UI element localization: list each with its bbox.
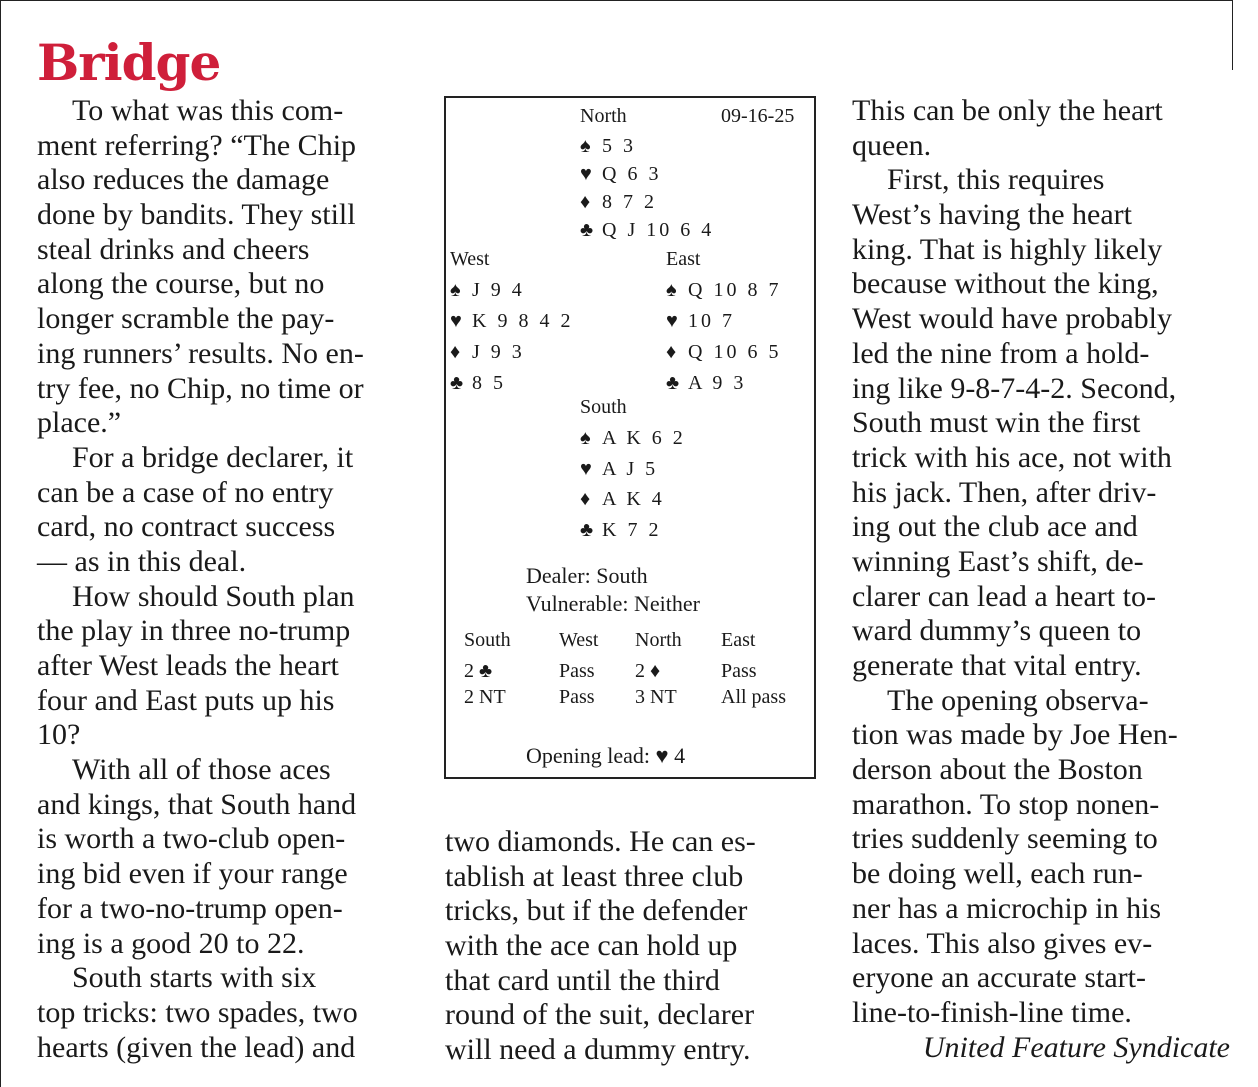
text-line: done by bandits. They still [37, 198, 356, 232]
text-line: The opening observa- [887, 683, 1149, 717]
text-line: eryone an accurate start- [852, 961, 1146, 995]
text-line: ing runners’ results. No en- [37, 336, 364, 370]
opening-lead: Opening lead: ♥ 4 [526, 743, 686, 768]
auction-bid: Pass [559, 686, 595, 708]
auction-bid: 2 ♦ [635, 660, 661, 682]
text-line: tricks, but if the defender [445, 894, 748, 928]
text-line: clarer can lead a heart to- [852, 579, 1156, 613]
heart-icon: ♥ [580, 163, 592, 185]
east-clubs: ♣ A 9 3 [666, 372, 747, 394]
text-line: West’s having the heart [852, 198, 1133, 232]
club-icon: ♣ [580, 519, 594, 541]
west-clubs: ♣ 8 5 [450, 372, 506, 394]
text-line: the play in three no-trump [37, 614, 351, 648]
south-spades: ♠ A K 6 2 [580, 427, 686, 449]
west-label: West [450, 248, 490, 270]
north-clubs: ♣ Q J 10 6 4 [580, 219, 715, 241]
text-line: This can be only the heart [852, 94, 1163, 127]
text-line: with the ace can hold up [445, 929, 738, 963]
heart-icon: ♥ [666, 310, 678, 332]
text-line: laces. This also gives ev- [852, 926, 1153, 960]
text-line: hearts (given the lead) and [37, 1030, 356, 1064]
north-hearts: ♥ Q 6 3 [580, 163, 662, 185]
text-line: How should South plan [72, 579, 355, 613]
text-line: round of the suit, declarer [445, 998, 755, 1032]
text-line: generate that vital entry. [852, 649, 1142, 682]
text-line: also reduces the damage [37, 163, 330, 197]
west-spades: ♠ J 9 4 [450, 279, 525, 301]
auction-bid: Pass [559, 660, 595, 682]
article-column-1 [37, 94, 422, 1065]
text-line: because without the king, [852, 267, 1159, 301]
text-line: and kings, that South hand [37, 787, 357, 821]
deal-date: 09-16-25 [721, 105, 795, 127]
club-icon: ♣ [666, 372, 680, 394]
auction-header-west: West [559, 629, 599, 651]
north-diamonds: ♦ 8 7 2 [580, 191, 657, 213]
spade-icon: ♠ [450, 279, 461, 301]
auction-header-north: North [635, 629, 682, 651]
spade-icon: ♠ [580, 135, 591, 157]
text-line: place.” [37, 406, 122, 440]
text-line: 10? [37, 718, 81, 752]
spade-icon: ♠ [666, 279, 677, 301]
dealer-line: Dealer: South [526, 563, 648, 588]
text-line: South must win the first [852, 406, 1141, 440]
text-line: tablish at least three club [445, 859, 744, 893]
bridge-deal-diagram [444, 96, 816, 779]
text-line: ward dummy’s queen to [852, 614, 1142, 648]
text-line: led the nine from a hold- [852, 336, 1150, 370]
column-title: Bridge [37, 33, 221, 92]
text-line: will need a dummy entry. [445, 1033, 751, 1067]
north-spades: ♠ 5 3 [580, 135, 636, 157]
text-line: card, no contract success [37, 510, 336, 544]
text-line: longer scramble the pay- [37, 302, 335, 336]
east-label: East [666, 248, 701, 270]
east-diamonds: ♦ Q 10 6 5 [666, 341, 782, 363]
text-line: ing is a good 20 to 22. [37, 926, 305, 960]
text-line: ing like 9-8-7-4-2. Second, [852, 371, 1177, 405]
text-line: trick with his ace, not with [852, 440, 1172, 474]
text-line: tries suddenly seeming to [852, 822, 1158, 856]
text-line: steal drinks and cheers [37, 232, 310, 266]
diamond-icon: ♦ [580, 488, 591, 510]
article-column-2 [445, 825, 815, 1068]
heart-icon: ♥ [580, 458, 592, 480]
text-line: his jack. Then, after driv- [852, 475, 1157, 509]
auction-header-east: East [721, 629, 756, 651]
west-hearts: ♥ K 9 8 4 2 [450, 310, 574, 332]
auction-bid: Pass [721, 660, 757, 682]
diamond-icon: ♦ [450, 341, 461, 363]
auction-bid: 3 NT [635, 686, 677, 708]
auction-header-south: South [464, 629, 511, 651]
vulnerable-line: Vulnerable: Neither [526, 591, 700, 616]
text-line: be doing well, each run- [852, 857, 1143, 891]
south-hearts: ♥ A J 5 [580, 458, 659, 480]
text-line: First, this requires [887, 163, 1105, 197]
text-line: try fee, no Chip, no time or [37, 371, 364, 405]
auction-bid: 2 ♣ [464, 660, 493, 682]
text-line: West would have probably [852, 302, 1173, 336]
text-line: line-to-finish-line time. [852, 995, 1132, 1029]
text-line: ing out the club ace and [852, 510, 1138, 544]
text-line: for a two-no-trump open- [37, 891, 343, 925]
text-line: along the course, but no [37, 267, 325, 301]
text-line: ment referring? “The Chip [37, 128, 357, 162]
spade-icon: ♠ [580, 427, 591, 449]
text-line: For a bridge declarer, it [72, 440, 354, 474]
north-label: North [580, 105, 627, 127]
text-line: — as in this deal. [37, 544, 247, 578]
auction-bid: 2 NT [464, 686, 506, 708]
text-line: top tricks: two spades, two [37, 995, 358, 1029]
text-line: With all of those aces [72, 753, 331, 787]
text-line: that card until the third [445, 963, 720, 997]
top-rule [0, 0, 1232, 1]
text-line: marathon. To stop nonen- [852, 787, 1160, 821]
text-line: four and East puts up his [37, 683, 335, 717]
text-line: after West leads the heart [37, 649, 339, 682]
club-icon: ♣ [580, 219, 594, 241]
left-rule [0, 0, 1, 1087]
text-line: winning East’s shift, de- [852, 544, 1144, 578]
text-line: can be a case of no entry [37, 475, 334, 509]
text-line: king. That is highly likely [852, 232, 1163, 266]
right-rule [1232, 0, 1233, 70]
text-line: is worth a two-club open- [37, 822, 346, 856]
text-line: To what was this com- [72, 94, 344, 127]
text-line: queen. [852, 128, 932, 162]
byline: United Feature Syndicate [922, 1030, 1230, 1064]
auction-bid: All pass [721, 686, 786, 708]
heart-icon: ♥ [450, 310, 462, 332]
south-diamonds: ♦ A K 4 [580, 488, 665, 510]
text-line: ing bid even if your range [37, 857, 348, 891]
diamond-icon: ♦ [580, 191, 591, 213]
west-diamonds: ♦ J 9 3 [450, 341, 525, 363]
diamond-icon: ♦ [666, 341, 677, 363]
south-label: South [580, 396, 627, 418]
club-icon: ♣ [450, 372, 464, 394]
text-line: ner has a microchip in his [852, 891, 1162, 925]
text-line: derson about the Boston [852, 753, 1143, 787]
article-column-3 [852, 94, 1230, 1065]
text-line: tion was made by Joe Hen- [852, 718, 1178, 752]
east-spades: ♠ Q 10 8 7 [666, 279, 782, 301]
text-line: South starts with six [72, 961, 317, 995]
east-hearts: ♥ 10 7 [666, 310, 735, 332]
text-line: two diamonds. He can es- [445, 825, 756, 858]
south-clubs: ♣ K 7 2 [580, 519, 662, 541]
